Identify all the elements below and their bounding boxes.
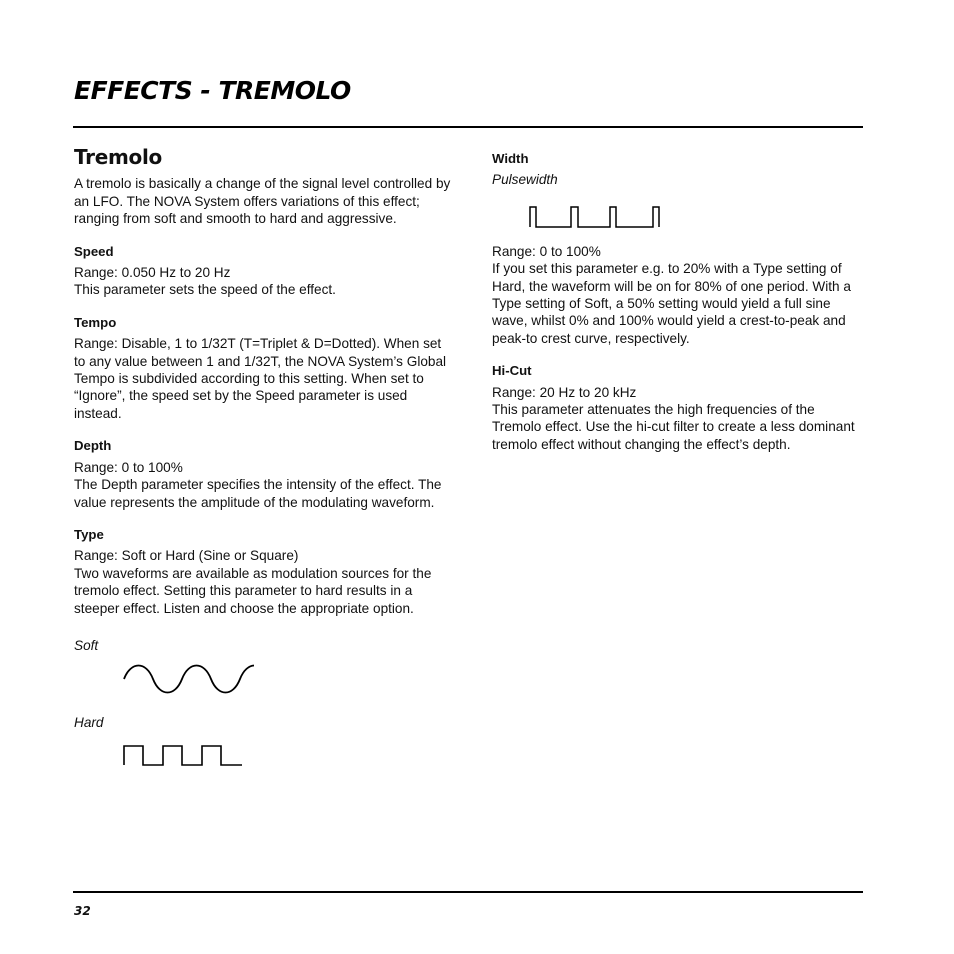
width-heading: Width	[492, 151, 529, 166]
hard-label: Hard	[74, 715, 104, 731]
right-column	[492, 146, 864, 468]
speed-description: This parameter sets the speed of the effect.	[74, 282, 336, 298]
square-wave-icon	[74, 737, 254, 777]
type-parameter	[74, 526, 454, 617]
pulse-wave-icon	[492, 199, 672, 235]
hicut-parameter	[492, 362, 864, 453]
speed-parameter	[74, 243, 454, 299]
footer-rule	[73, 891, 863, 893]
tempo-parameter	[74, 314, 454, 422]
depth-range: Range: 0 to 100%	[74, 459, 183, 475]
depth-parameter	[74, 437, 454, 511]
page-header-title: EFFECTS - TREMOLO	[74, 76, 351, 105]
width-range: Range: 0 to 100%	[492, 243, 601, 259]
width-description: If you set this parameter e.g. to 20% with a Type setting of Hard, the waveform will be on for 80% of one period. With a Type setting of Soft, a 50% setting would yield a full sine wave, whilst 0% and 100% would yield a crest-to-peak and peak-to crest curve, respectively.	[492, 261, 851, 346]
depth-heading: Depth	[74, 438, 112, 454]
hicut-range: Range: 20 Hz to 20 kHz	[492, 384, 637, 400]
intro-paragraph: A tremolo is basically a change of the signal level controlled by an LFO. The NOVA System offers variations of this effect; ranging from soft and smooth to hard and aggressive.	[74, 176, 451, 227]
page-number: 32	[74, 904, 91, 918]
type-heading: Type	[74, 526, 104, 542]
hicut-description: This parameter attenuates the high frequencies of the Tremolo effect. Use the hi-cut filter to create a less dominant tremolo effect without changing the effect’s depth.	[492, 402, 855, 452]
tempo-heading: Tempo	[74, 314, 117, 330]
speed-range: Range: 0.050 Hz to 20 Hz	[74, 265, 231, 281]
soft-label: Soft	[74, 637, 99, 653]
section-title: Tremolo	[74, 145, 162, 169]
hicut-heading: Hi-Cut	[492, 363, 532, 379]
type-description: Two waveforms are available as modulation sources for the tremolo effect. Setting this parameter to hard results in a steeper effect. Listen and choose the appropriate option.	[74, 565, 432, 616]
left-column	[74, 146, 454, 777]
header-rule	[73, 126, 863, 128]
depth-description: The Depth parameter specifies the intensity of the effect. The value represents the amplitude of the modulating waveform.	[74, 477, 442, 510]
pulsewidth-label: Pulsewidth	[492, 172, 558, 188]
type-range: Range: Soft or Hard (Sine or Square)	[74, 548, 299, 564]
sine-wave-icon	[74, 659, 254, 699]
tempo-range: Range: Disable, 1 to 1/32T (T=Triplet & D=Dotted). When set to any value between 1 and 1/32T, the NOVA System’s Global Tempo is subdivided according to this setting. When set to “Ignore”, the speed set by the Speed parameter is used instead.	[74, 336, 447, 421]
speed-heading: Speed	[74, 243, 114, 259]
width-parameter	[492, 243, 864, 347]
